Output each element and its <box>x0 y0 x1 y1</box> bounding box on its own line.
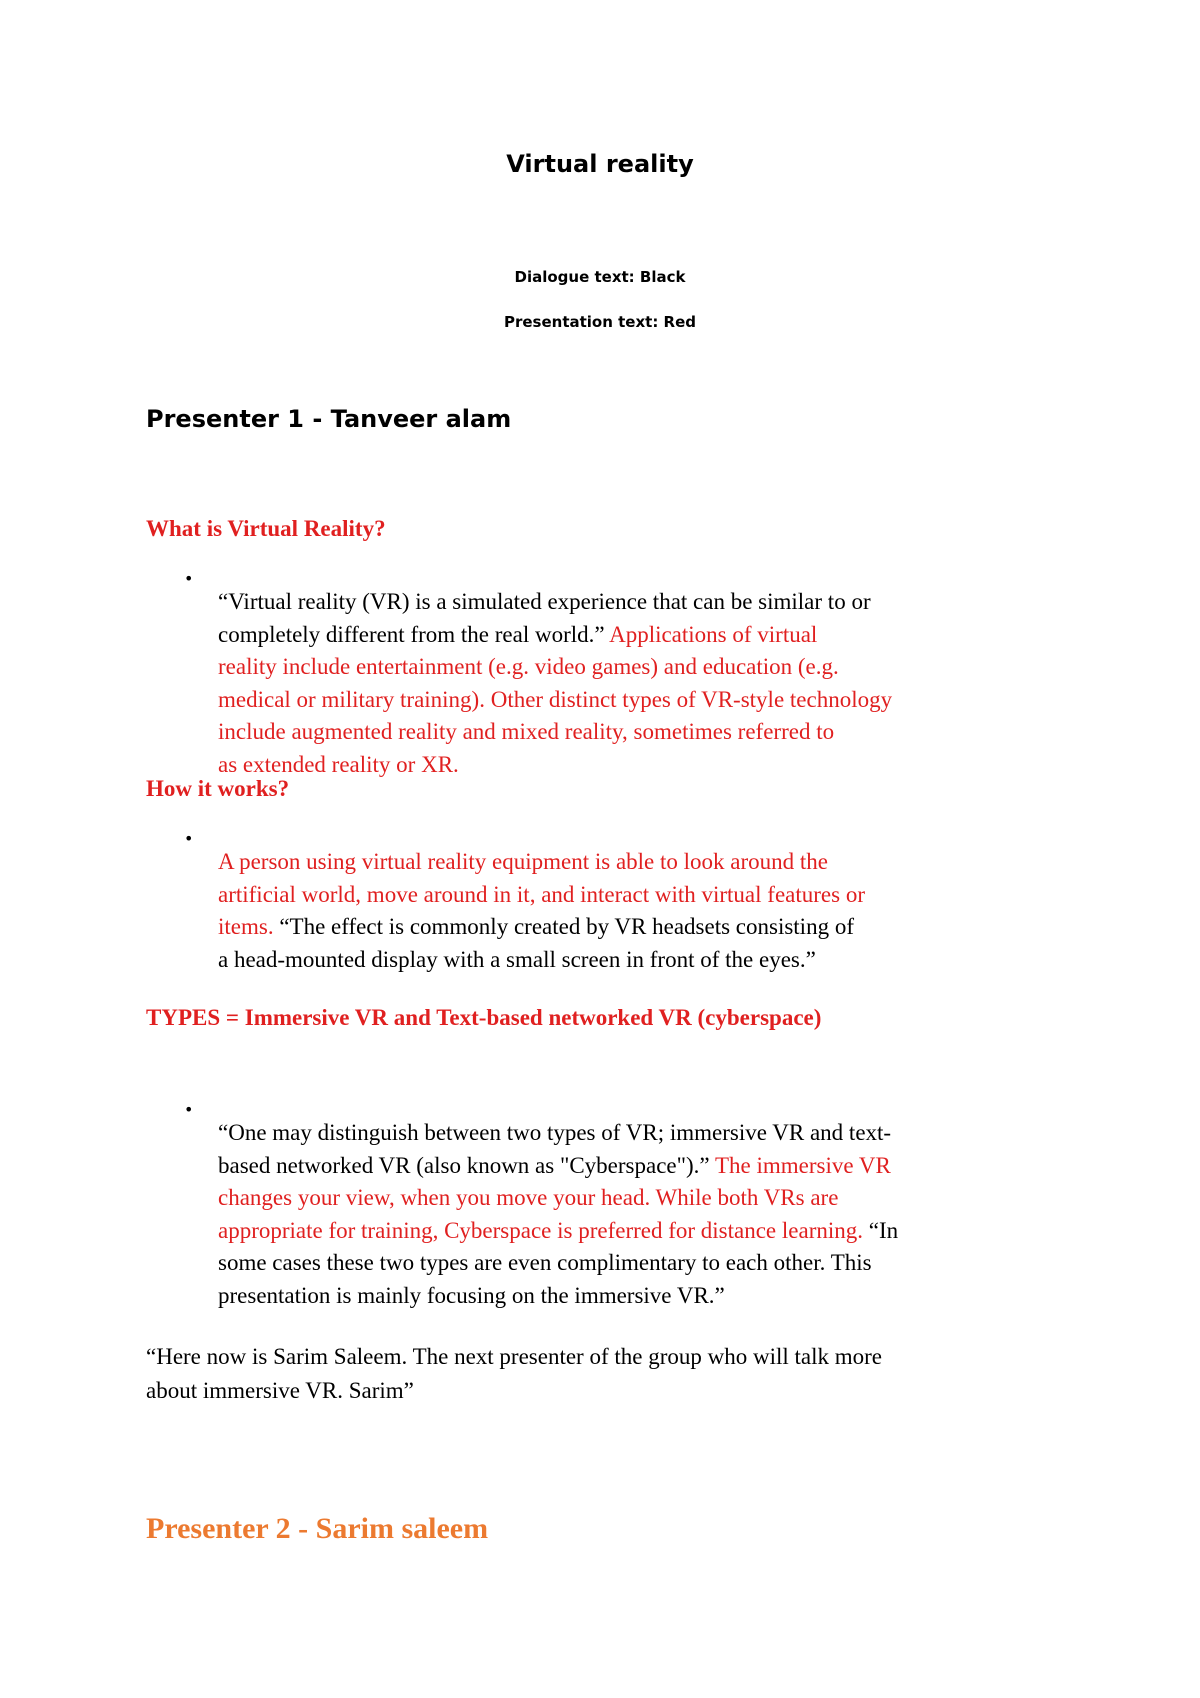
bullet-paragraph <box>218 1117 1078 1312</box>
dialogue-text: some cases these two types are even complimentary to each other. This <box>218 1250 872 1275</box>
dialogue-text: “In <box>868 1217 899 1243</box>
legend-presentation: Presentation text: Red <box>503 313 697 331</box>
presentation-text: reality include entertainment (e.g. video games) and education (e.g. <box>218 654 839 679</box>
paragraph-line <box>218 1280 1078 1313</box>
section-heading-what-is-vr: What is Virtual Reality? <box>146 516 386 541</box>
dialogue-text: “The effect is commonly created by VR headsets consisting of <box>279 914 854 939</box>
paragraph-line <box>218 879 1078 912</box>
dialogue-text: “One may distinguish between two types of VR; immersive VR and text- <box>218 1120 892 1145</box>
dialogue-text: a head-mounted display with a small screen in front of the eyes.” <box>218 946 816 972</box>
paragraph-line <box>218 1117 1078 1150</box>
presentation-text: items. <box>218 914 280 939</box>
presentation-text: The immersive VR <box>714 1152 891 1178</box>
dialogue-text: presentation is mainly focusing on the immersive VR.” <box>218 1282 725 1308</box>
section-heading-types: TYPES = Immersive VR and Text-based networked VR (cyberspace) <box>146 1005 822 1030</box>
presentation-text: as extended reality or XR. <box>218 751 459 777</box>
paragraph-line <box>218 1215 1078 1248</box>
bullet-icon: • <box>184 829 194 848</box>
paragraph-line <box>218 619 1078 652</box>
presentation-text: Applications of virtual <box>609 621 818 647</box>
presentation-text: changes your view, when you move your head. While both VRs are <box>218 1185 839 1210</box>
closing-line: “Here now is Sarim Saleem. The next presenter of the group who will talk more <box>146 1344 883 1369</box>
paragraph-line <box>218 716 1078 749</box>
legend-dialogue: Dialogue text: Black <box>514 268 686 286</box>
paragraph-line <box>218 944 1078 977</box>
bullet-paragraph <box>218 846 1078 976</box>
presenter2-heading: Presenter 2 - Sarim saleem <box>146 1512 489 1545</box>
presenter1-heading: Presenter 1 - Tanveer alam <box>146 405 512 433</box>
dialogue-text: “Virtual reality (VR) is a simulated experience that can be similar to or <box>218 589 871 614</box>
paragraph-line <box>218 1182 1078 1215</box>
presentation-text: medical or military training). Other distinct types of VR-style technology <box>218 686 893 712</box>
dialogue-text: based networked VR (also known as "Cyberspace").” <box>218 1152 715 1178</box>
paragraph-line <box>218 586 1078 619</box>
dialogue-text: completely different from the real world.” <box>218 621 610 647</box>
section-heading-how-it-works: How it works? <box>146 776 290 801</box>
bullet-icon: • <box>184 569 194 588</box>
presentation-text: appropriate for training, Cyberspace is preferred for distance learning. <box>218 1217 869 1243</box>
presentation-text: A person using virtual reality equipment is able to look around the <box>218 849 829 874</box>
closing-dialogue <box>146 1340 1086 1408</box>
paragraph-line <box>218 651 1078 684</box>
closing-line: about immersive VR. Sarim” <box>146 1378 414 1403</box>
paragraph-line <box>218 684 1078 717</box>
paragraph-line <box>218 1247 1078 1280</box>
bullet-icon: • <box>184 1100 194 1119</box>
paragraph-line <box>218 846 1078 879</box>
document-title: Virtual reality <box>506 150 694 178</box>
presentation-text: include augmented reality and mixed reality, sometimes referred to <box>218 719 835 744</box>
bullet-paragraph <box>218 586 1078 781</box>
presentation-text: artificial world, move around in it, and interact with virtual features or <box>218 881 865 907</box>
paragraph-line <box>218 749 1078 782</box>
paragraph-line <box>218 1150 1078 1183</box>
paragraph-line <box>218 911 1078 944</box>
